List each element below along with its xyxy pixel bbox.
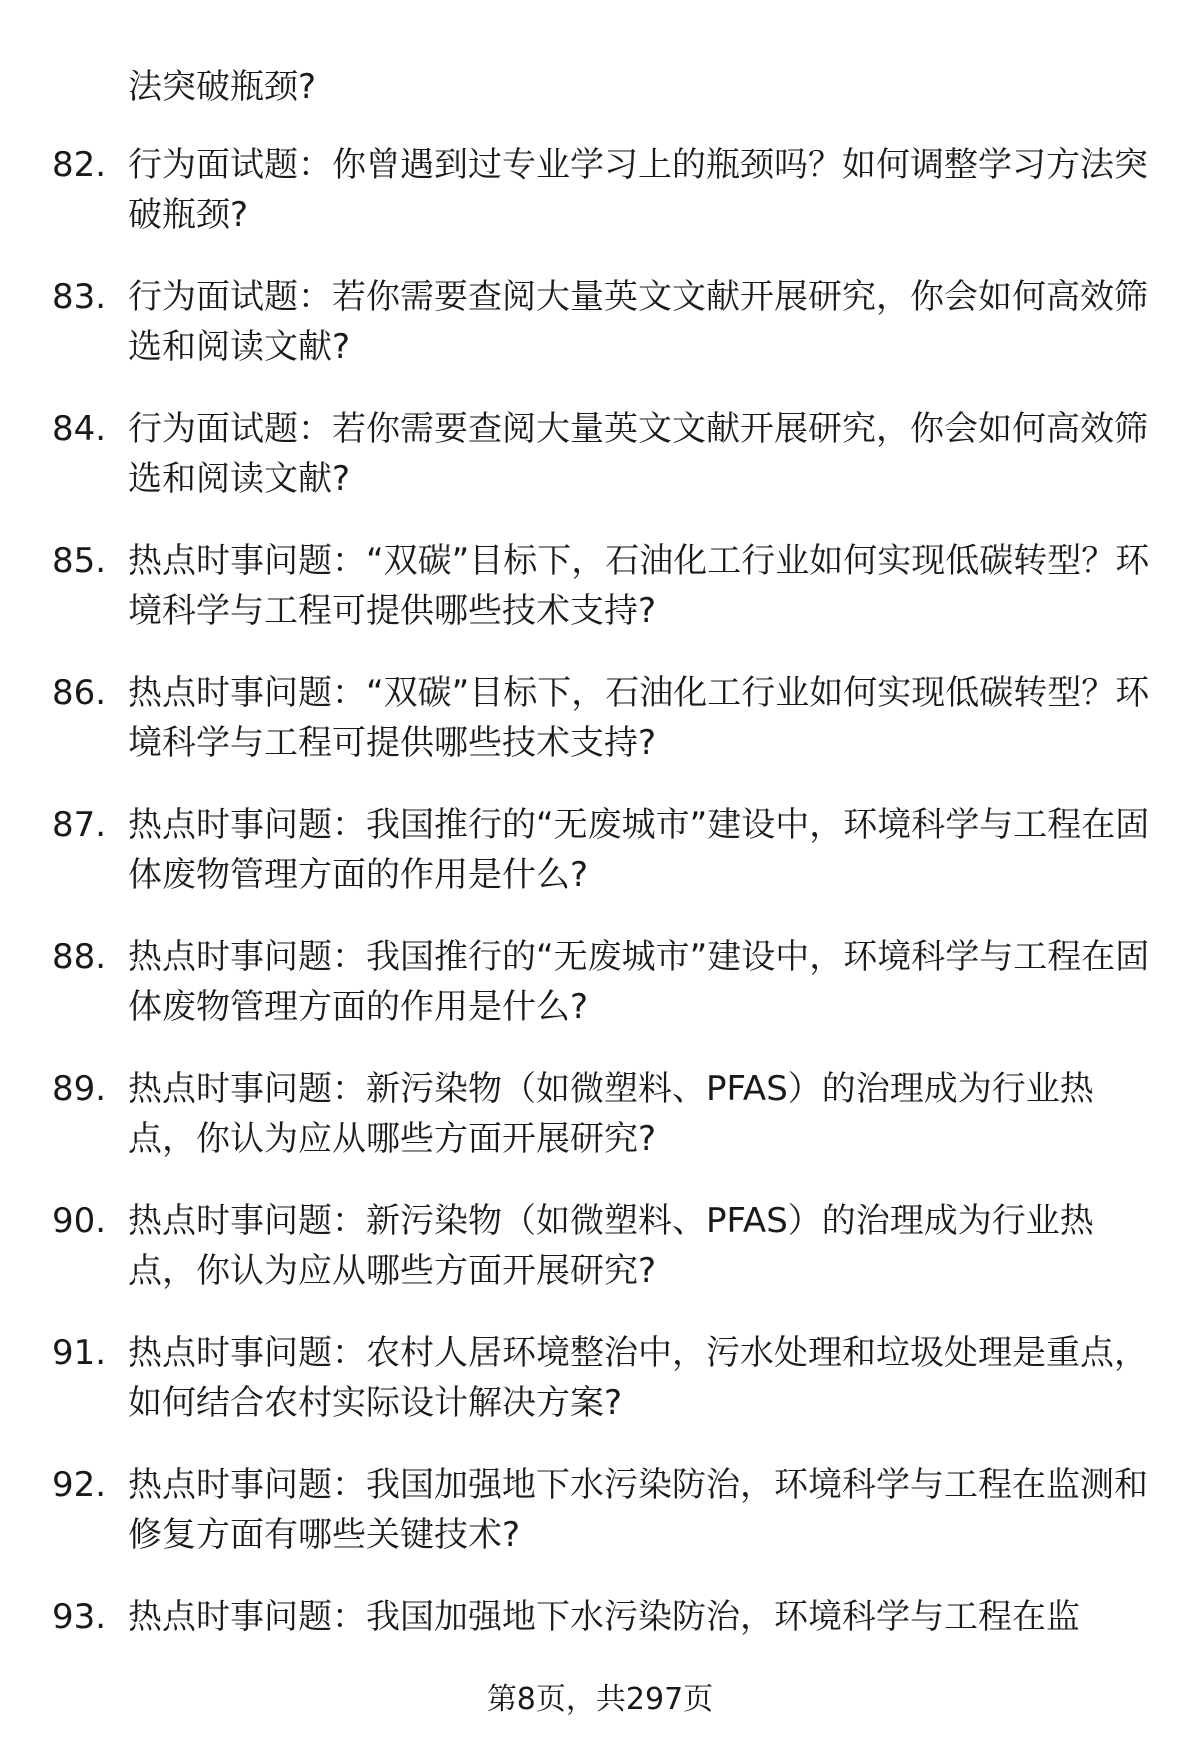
question-item — [0, 1328, 1200, 1460]
question-number: 90. — [52, 1201, 107, 1241]
question-number: 87. — [52, 805, 107, 845]
question-item — [0, 272, 1200, 404]
question-item — [0, 536, 1200, 668]
continuation-text: 法突破瓶颈? — [128, 67, 317, 107]
question-item — [0, 1460, 1200, 1592]
question-number: 91. — [52, 1333, 107, 1373]
page-footer: 第8页，共297页 — [486, 1682, 714, 1717]
question-list — [0, 140, 1200, 1724]
question-number: 93. — [52, 1597, 107, 1637]
question-number: 89. — [52, 1069, 107, 1109]
question-number: 88. — [52, 937, 107, 977]
question-number: 92. — [52, 1465, 107, 1505]
question-number: 85. — [52, 541, 107, 581]
question-text: 热点时事问题：我国加强地下水污染防治，环境科学与工程在监 — [128, 1597, 1080, 1637]
question-item — [0, 140, 1200, 272]
question-number: 82. — [52, 145, 107, 185]
question-text: 行为面试题：若你需要查阅大量英文文献开展研究，你会如何高效筛选和阅读文献? — [128, 277, 1148, 367]
question-item — [0, 932, 1200, 1064]
question-text: 热点时事问题：新污染物（如微塑料、PFAS）的治理成为行业热点，你认为应从哪些方面开展研究? — [128, 1201, 1094, 1291]
question-text: 热点时事问题：我国推行的“无废城市”建设中，环境科学与工程在固体废物管理方面的作用是什么? — [128, 937, 1150, 1027]
question-item — [0, 404, 1200, 536]
question-text: 行为面试题：你曾遇到过专业学习上的瓶颈吗？如何调整学习方法突破瓶颈? — [128, 145, 1148, 235]
question-item — [0, 668, 1200, 800]
question-number: 84. — [52, 409, 107, 449]
question-item — [0, 1064, 1200, 1196]
question-text: 热点时事问题：我国加强地下水污染防治，环境科学与工程在监测和修复方面有哪些关键技术? — [128, 1465, 1148, 1555]
question-item — [0, 800, 1200, 932]
question-number: 86. — [52, 673, 107, 713]
question-number: 83. — [52, 277, 107, 317]
question-text: 热点时事问题：新污染物（如微塑料、PFAS）的治理成为行业热点，你认为应从哪些方面开展研究? — [128, 1069, 1094, 1159]
question-text: 热点时事问题：农村人居环境整治中，污水处理和垃圾处理是重点，如何结合农村实际设计解决方案? — [128, 1333, 1148, 1423]
question-text: 行为面试题：若你需要查阅大量英文文献开展研究，你会如何高效筛选和阅读文献? — [128, 409, 1148, 499]
question-item — [0, 1196, 1200, 1328]
question-text: 热点时事问题：“双碳”目标下，石油化工行业如何实现低碳转型？环境科学与工程可提供哪些技术支持? — [128, 673, 1150, 763]
question-text: 热点时事问题：“双碳”目标下，石油化工行业如何实现低碳转型？环境科学与工程可提供哪些技术支持? — [128, 541, 1150, 631]
question-text: 热点时事问题：我国推行的“无废城市”建设中，环境科学与工程在固体废物管理方面的作用是什么? — [128, 805, 1150, 895]
